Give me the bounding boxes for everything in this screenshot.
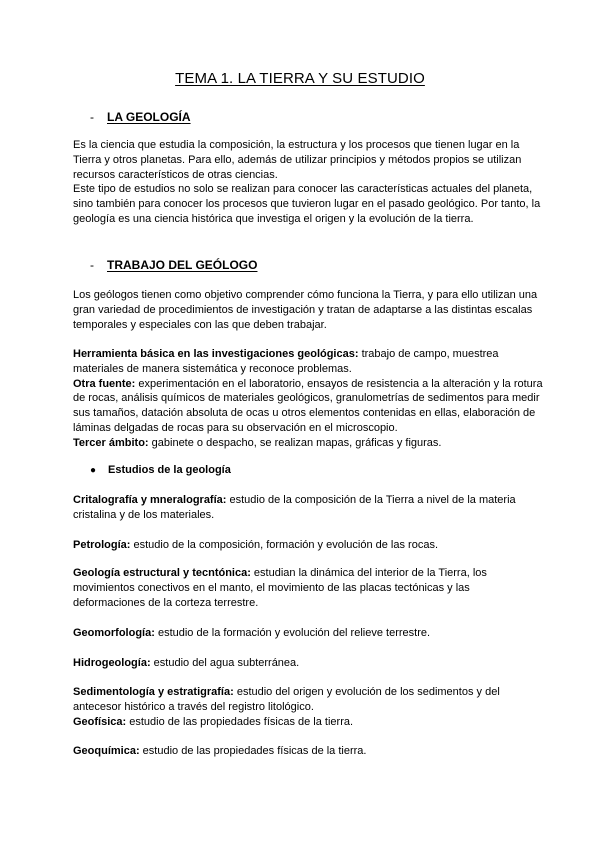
study-label: Geoquímica: [73, 745, 140, 757]
study-item [73, 656, 543, 671]
study-text: estudio de la formación y evolución del relieve terrestre. [154, 627, 431, 639]
work-methods-block [73, 347, 543, 451]
study-item [73, 744, 543, 759]
paragraph-intro: Los geólogos tienen como objetivo comprender cómo funciona la Tierra, y para ello utilizan una gran variedad de procedimientos de investigación y tratan de adaptarse a las distintas escalas temporales y especiales con las que deben trabajar. [73, 289, 538, 331]
paragraph-definition: Es la ciencia que estudia la composición, la estructura y los procesos que tienen lugar en la Tierra y otros planetas. Para ello, además de utilizar principios y métodos propios se utilizan recursos característicos de otras ciencias. [73, 139, 522, 181]
herramienta-label: Herramienta básica en las investigaciones geológicas: [73, 348, 359, 360]
study-text: estudio de las propiedades físicas de la tierra. [139, 745, 367, 757]
study-label: Critalografía y mneralografía: [73, 494, 227, 506]
tercer-ambito-text: gabinete o despacho, se realizan mapas, gráficas y figuras. [148, 436, 442, 449]
study-item [73, 493, 543, 523]
study-text: estudio de las propiedades físicas de la tierra. [126, 715, 354, 728]
section-heading-text: TRABAJO DEL GEÓLOGO [107, 258, 258, 272]
study-item [73, 626, 543, 641]
herramienta-text: trabajo de campo, muestrea materiales de manera sistemática y reconoce problemas. [73, 348, 499, 375]
study-text: estudio de la composición, formación y evolución de las rocas. [130, 539, 439, 551]
study-text: estudio del origen y evolución de los sedimentos y del antecesor histórico a través del registro litológico. [73, 686, 500, 713]
otra-fuente-text: experimentación en el laboratorio, ensayos de resistencia a la alteración y la rotura de rocas, análisis químicos de materiales geológicos, granulometrías de sedimentos para medir sus tamaños, datación absoluta de ocas u otros elementos contenidas en ellas, elaboración de láminas delgadas de rocas para su observación en el microscopio. [73, 377, 543, 434]
study-label: Sedimentología y estratigrafía: [73, 686, 234, 698]
study-label: Geomorfología: [73, 627, 155, 639]
paragraph-history: Este tipo de estudios no solo se realizan para conocer las características actuales del planeta, sino también para conocer los procesos que tuvieron lugar en el pasado geológico. Por tanto, la geología es una ciencia histórica que investiga el origen y la evolución de la tierra. [73, 183, 541, 225]
section-marker: - [90, 110, 94, 124]
study-text: estudio del agua subterránea. [150, 657, 300, 669]
study-item [73, 538, 543, 553]
section-heading-text: LA GEOLOGÍA [107, 110, 191, 124]
otra-fuente-label: Otra fuente: [73, 377, 136, 390]
study-label: Hidrogeología: [73, 657, 151, 669]
tercer-ambito-label: Tercer ámbito: [73, 436, 149, 449]
study-label: Geología estructural y tecntónica: [73, 567, 251, 579]
bullet-icon: ● [90, 465, 97, 476]
study-label: Geofísica: [73, 715, 127, 728]
study-label: Petrología: [73, 539, 131, 551]
study-text: estudio de la composición de la Tierra a nivel de la materia cristalina y de los materiales. [73, 494, 516, 521]
study-item-group [73, 685, 543, 729]
section-heading-trabajo [90, 258, 257, 272]
studies-heading [90, 464, 231, 476]
section-marker: - [90, 258, 94, 272]
study-text: estudian la dinámica del interior de la Tierra, los movimientos conectivos en el manto, el movimiento de las placas tectónicas y las deformaciones de la corteza terrestre. [73, 567, 487, 609]
studies-heading-text: Estudios de la geología [108, 464, 231, 476]
study-item [73, 566, 543, 610]
page-title: TEMA 1. LA TIERRA Y SU ESTUDIO [175, 70, 425, 87]
section-heading-geologia [90, 110, 191, 124]
